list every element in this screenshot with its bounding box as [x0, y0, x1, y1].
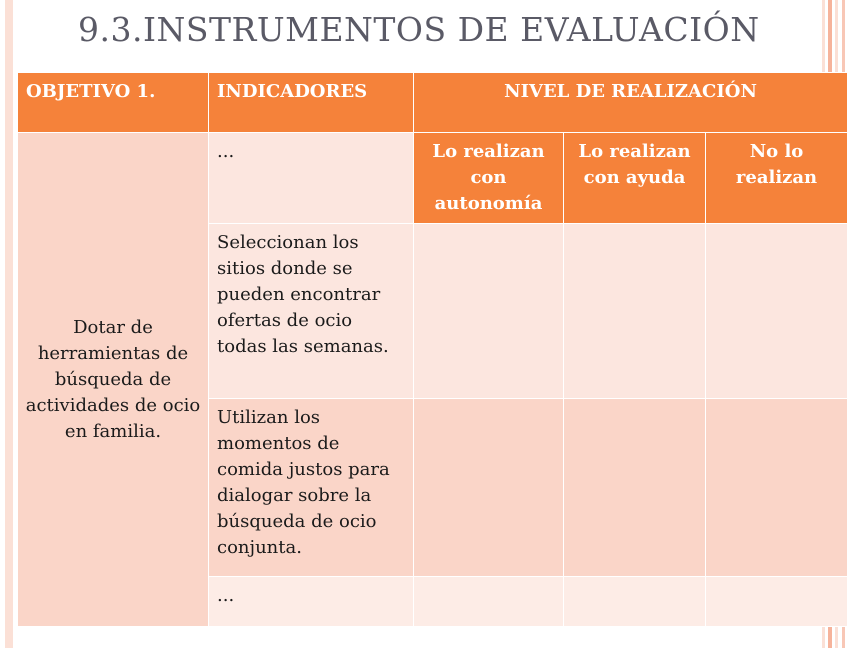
- indicator-cell: Utilizan los momentos de comida justos para dialogar sobre la búsqueda de ocio conjunta.: [209, 399, 414, 577]
- indicator-cell: Seleccionan los sitios donde se pueden encontrar ofertas de ocio todas las semanas.: [209, 224, 414, 399]
- rating-cell[interactable]: [706, 224, 848, 399]
- level-header-no-realizan: No lo realizan: [706, 133, 848, 224]
- rating-cell[interactable]: [706, 399, 848, 577]
- header-nivel-realizacion: NIVEL DE REALIZACIÓN: [414, 73, 848, 133]
- evaluation-table: [17, 72, 848, 627]
- rating-cell[interactable]: [706, 577, 848, 627]
- rating-cell[interactable]: [564, 399, 706, 577]
- indicator-cell: ...: [209, 133, 414, 224]
- rating-cell[interactable]: [564, 224, 706, 399]
- table-row: [18, 133, 848, 224]
- header-objetivo: OBJETIVO 1.: [18, 73, 209, 133]
- objective-cell: Dotar de herramientas de búsqueda de actividades de ocio en familia.: [18, 133, 209, 627]
- rating-cell[interactable]: [564, 577, 706, 627]
- table-header-row: [18, 73, 848, 133]
- indicator-cell: ...: [209, 577, 414, 627]
- slide-title: 9.3.INSTRUMENTOS DE EVALUACIÓN: [78, 10, 760, 49]
- rating-cell[interactable]: [414, 577, 564, 627]
- level-header-autonomia: Lo realizan con autonomía: [414, 133, 564, 224]
- level-header-ayuda: Lo realizan con ayuda: [564, 133, 706, 224]
- header-indicadores: INDICADORES: [209, 73, 414, 133]
- slide-left-border: [5, 0, 13, 648]
- rating-cell[interactable]: [414, 399, 564, 577]
- rating-cell[interactable]: [414, 224, 564, 399]
